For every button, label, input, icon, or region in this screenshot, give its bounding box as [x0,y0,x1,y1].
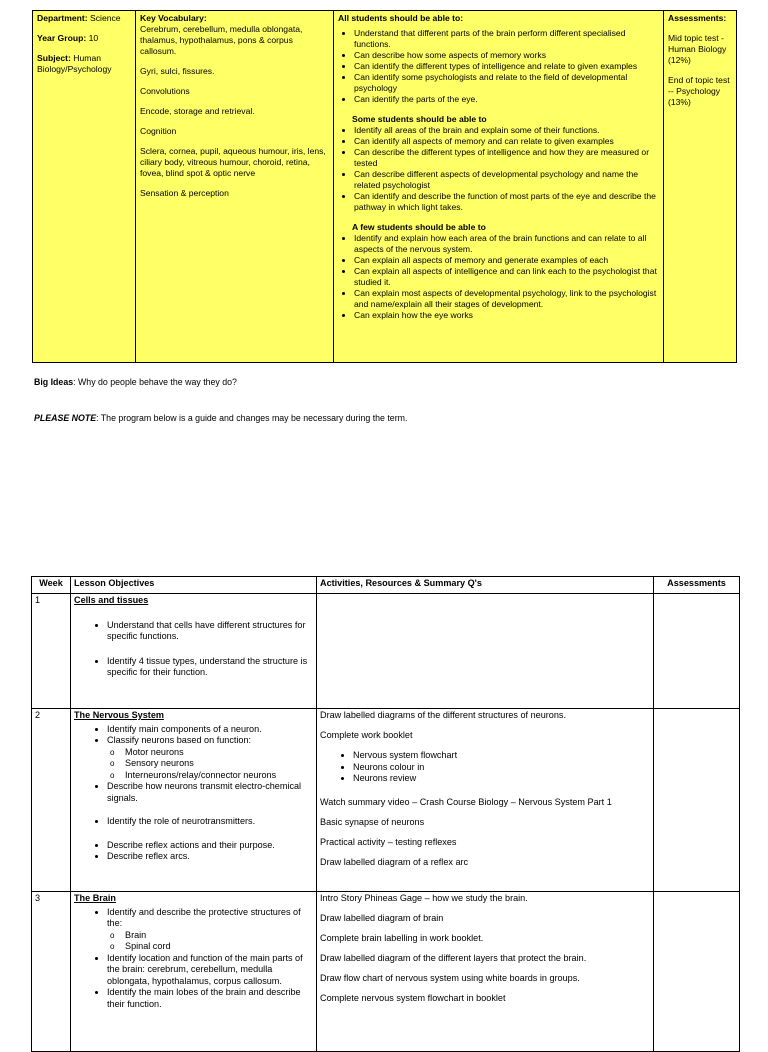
outcome-item: • Can identify some psychologists and relate to the field of developmental psychology [354,72,659,94]
week-number: 3 [32,892,71,1052]
program-table [31,576,740,1052]
activities-cell [317,892,654,1052]
big-ideas [34,377,237,387]
sub-item: o Interneurons/relay/connector neurons [125,770,313,782]
table-row [32,709,740,892]
vocab-item: Convolutions [140,86,190,96]
objectives-cell [71,709,317,892]
objective-item: • Describe reflex actions and their purpose. [107,840,313,852]
week-header: Week [32,577,71,594]
objective-item: • Identify main components of a neuron. [107,724,313,736]
outcome-item: • Can describe the different types of intelligence and how they are measured or tested [354,147,659,169]
topic-title: The Brain [74,893,116,903]
vocab-item: Gyri, sulci, fissures. [140,66,215,76]
subject-value: Human Biology/Psychology [37,53,112,74]
activity-sub-item: • Neurons colour in [353,762,650,774]
vocab-item: Encode, storage and retrieval. [140,106,255,116]
activity-item: Complete brain labelling in work booklet. [320,933,484,943]
year-group-label: Year Group: [37,33,87,43]
activity-item: Watch summary video – Crash Course Biology – Nervous System Part 1 [320,796,612,807]
topic-title: Cells and tissues [74,595,149,605]
week-number: 1 [32,594,71,709]
activity-item: Intro Story Phineas Gage – how we study the brain. [320,893,528,903]
outcome-item: • Can explain all aspects of intelligence and can link each to the psychologist that studied it. [354,266,659,288]
outcome-item: • Can describe different aspects of developmental psychology and name the related psychologist [354,169,659,191]
please-note-text: : The program below is a guide and changes may be necessary during the term. [96,413,408,423]
activities-header: Activities, Resources & Summary Q's [317,577,654,594]
outcome-item: • Can explain all aspects of memory and generate examples of each [354,255,659,266]
assessments-header: Assessments [654,577,740,594]
table-row [32,892,740,1052]
sub-item: o Motor neurons [125,747,313,759]
assessment-cell [654,709,740,892]
outcome-item: • Understand that different parts of the brain perform different specialised functions. [354,28,659,50]
objective-item: • Identify and describe the protective structures of the: o Brain o Spinal cord [107,907,313,953]
assessments-cell [664,11,737,363]
week-number: 2 [32,709,71,892]
topic-title: The Nervous System [74,710,164,720]
key-vocabulary-cell [136,11,334,363]
objective-item: • Identify the main lobes of the brain and describe their function. [107,987,313,1010]
sub-item: o Spinal cord [125,941,313,953]
big-ideas-text: : Why do people behave the way they do? [73,377,237,387]
all-students-list [338,28,659,105]
activity-item: Basic synapse of neurons [320,816,425,827]
subject-label: Subject: [37,53,71,63]
outcome-item: • Identify and explain how each area of the brain functions and can relate to all aspects of the nervous system. [354,233,659,255]
assessments-title: Assessments: [668,13,727,23]
year-group-value: 10 [88,33,99,43]
outcome-item: • Can explain most aspects of developmental psychology, link to the psychologist and name/explain all their stages of development. [354,288,659,310]
sub-item: o Sensory neurons [125,758,313,770]
learning-outcomes-cell [334,11,664,363]
assessment-item: End of topic test -- Psychology (13%) [668,75,730,107]
activity-item: Complete nervous system flowchart in booklet [320,993,506,1003]
few-students-list [338,233,659,321]
department-value: Science [90,13,121,23]
activity-item: Draw labelled diagram of a reflex arc [320,856,469,867]
objectives-cell [71,594,317,709]
vocab-item: Sensation & perception [140,188,229,198]
objective-item: • Classify neurons based on function: o Motor neurons o Sensory neurons o Interneurons/relay/connector neurons [107,735,313,781]
some-students-list [338,125,659,213]
objectives-cell [71,892,317,1052]
vocab-item: Sclera, cornea, pupil, aqueous humour, iris, lens, ciliary body, vitreous humour, choroid, retina, fovea, blind spot & optic nerve [140,146,326,178]
activities-cell [317,594,654,709]
assessment-cell [654,594,740,709]
activity-item: Practical activity – testing reflexes [320,836,457,847]
lesson-objectives-header: Lesson Objectives [71,577,317,594]
unit-summary-table [32,10,737,363]
assessment-item: Mid topic test - Human Biology (12%) [668,33,727,65]
vocab-item: Cerebrum, cerebellum, medulla oblongata, thalamus, hypothalamus, pons & corpus callosum. [140,24,303,56]
all-students-title: All students should be able to: [338,13,464,23]
sub-item: o Brain [125,930,313,942]
table-row [32,594,740,709]
assessment-cell [654,892,740,1052]
outcome-item: • Can identify and describe the function of most parts of the eye and describe the pathway in which light takes. [354,191,659,213]
activity-item: Draw flow chart of nervous system using white boards in groups. [320,973,580,983]
unit-info-cell [33,11,136,363]
outcome-item: • Can identify all aspects of memory and can relate to given examples [354,136,659,147]
outcome-item: • Can identify the parts of the eye. [354,94,659,105]
objective-item: • Understand that cells have different structures for specific functions. [107,620,313,643]
activity-sub-item: • Nervous system flowchart [353,750,650,762]
activities-cell [317,709,654,892]
big-ideas-label: Big Ideas [34,377,74,387]
activity-sub-item: • Neurons review [353,773,650,785]
program-header-row [32,577,740,594]
activity-item: Draw labelled diagrams of the different structures of neurons. [320,710,566,720]
please-note-label: PLEASE NOTE [34,413,97,423]
please-note [34,413,407,423]
outcome-item: • Can describe how some aspects of memory works [354,50,659,61]
some-students-title: Some students should be able to [352,114,487,124]
outcome-item: • Can identify the different types of intelligence and relate to given examples [354,61,659,72]
activity-item: Draw labelled diagram of brain [320,913,444,923]
few-students-title: A few students should be able to [352,222,486,232]
outcome-item: • Can explain how the eye works [354,310,659,321]
vocab-item: Cognition [140,126,177,136]
objective-item: • Identify location and function of the main parts of the brain: cerebrum, cerebellum, medulla oblongata, hypothalamus, corpus callosum. [107,953,313,988]
objective-item: • Describe how neurons transmit electro-chemical signals. [107,781,313,804]
activity-item: Complete work booklet [320,730,413,740]
activity-item: Draw labelled diagram of the different layers that protect the brain. [320,953,587,963]
objective-item: • Describe reflex arcs. [107,851,313,863]
objective-item: • Identify 4 tissue types, understand the structure is specific for their function. [107,656,313,679]
objective-item: • Identify the role of neurotransmitters. [107,816,313,828]
key-vocabulary-title: Key Vocabulary: [140,13,207,23]
department-label: Department: [37,13,88,23]
outcome-item: • Identify all areas of the brain and explain some of their functions. [354,125,659,136]
